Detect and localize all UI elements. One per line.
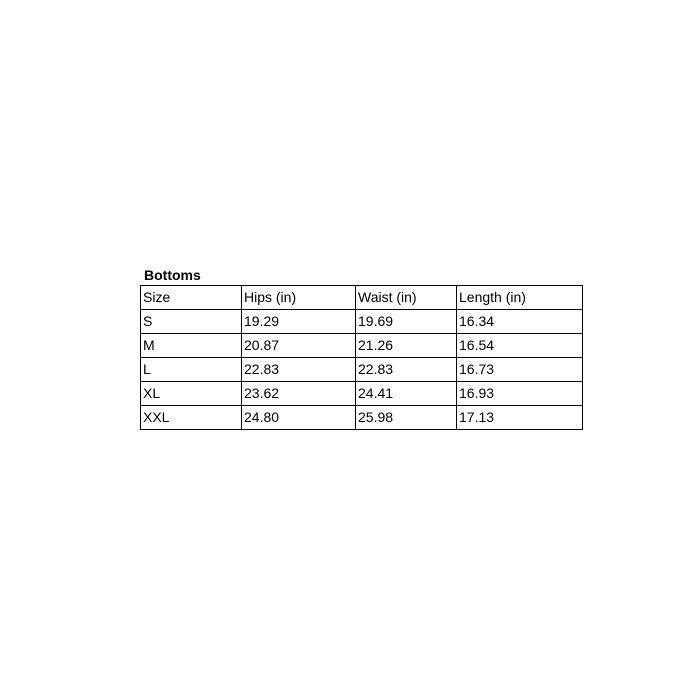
header-row	[141, 286, 583, 310]
length-cell: 16.93	[457, 382, 583, 406]
table-row	[141, 334, 583, 358]
length-cell: 16.34	[457, 310, 583, 334]
size-table	[140, 285, 583, 430]
size-cell: XL	[141, 382, 242, 406]
size-cell: XXL	[141, 406, 242, 430]
waist-cell: 21.26	[356, 334, 457, 358]
size-cell: M	[141, 334, 242, 358]
table-title: Bottoms	[144, 267, 201, 283]
size-cell: L	[141, 358, 242, 382]
hips-cell: 24.80	[242, 406, 356, 430]
length-cell: 17.13	[457, 406, 583, 430]
waist-cell: 25.98	[356, 406, 457, 430]
table-row	[141, 382, 583, 406]
hips-cell: 19.29	[242, 310, 356, 334]
size-chart	[140, 266, 583, 430]
hips-cell: 22.83	[242, 358, 356, 382]
size-cell: S	[141, 310, 242, 334]
table-row	[141, 406, 583, 430]
table-row	[141, 358, 583, 382]
waist-cell: 24.41	[356, 382, 457, 406]
hips-cell: 20.87	[242, 334, 356, 358]
column-header-size: Size	[141, 286, 242, 310]
waist-cell: 22.83	[356, 358, 457, 382]
length-cell: 16.54	[457, 334, 583, 358]
waist-cell: 19.69	[356, 310, 457, 334]
table-row	[141, 310, 583, 334]
column-header-waist: Waist (in)	[356, 286, 457, 310]
column-header-length: Length (in)	[457, 286, 583, 310]
hips-cell: 23.62	[242, 382, 356, 406]
column-header-hips: Hips (in)	[242, 286, 356, 310]
length-cell: 16.73	[457, 358, 583, 382]
